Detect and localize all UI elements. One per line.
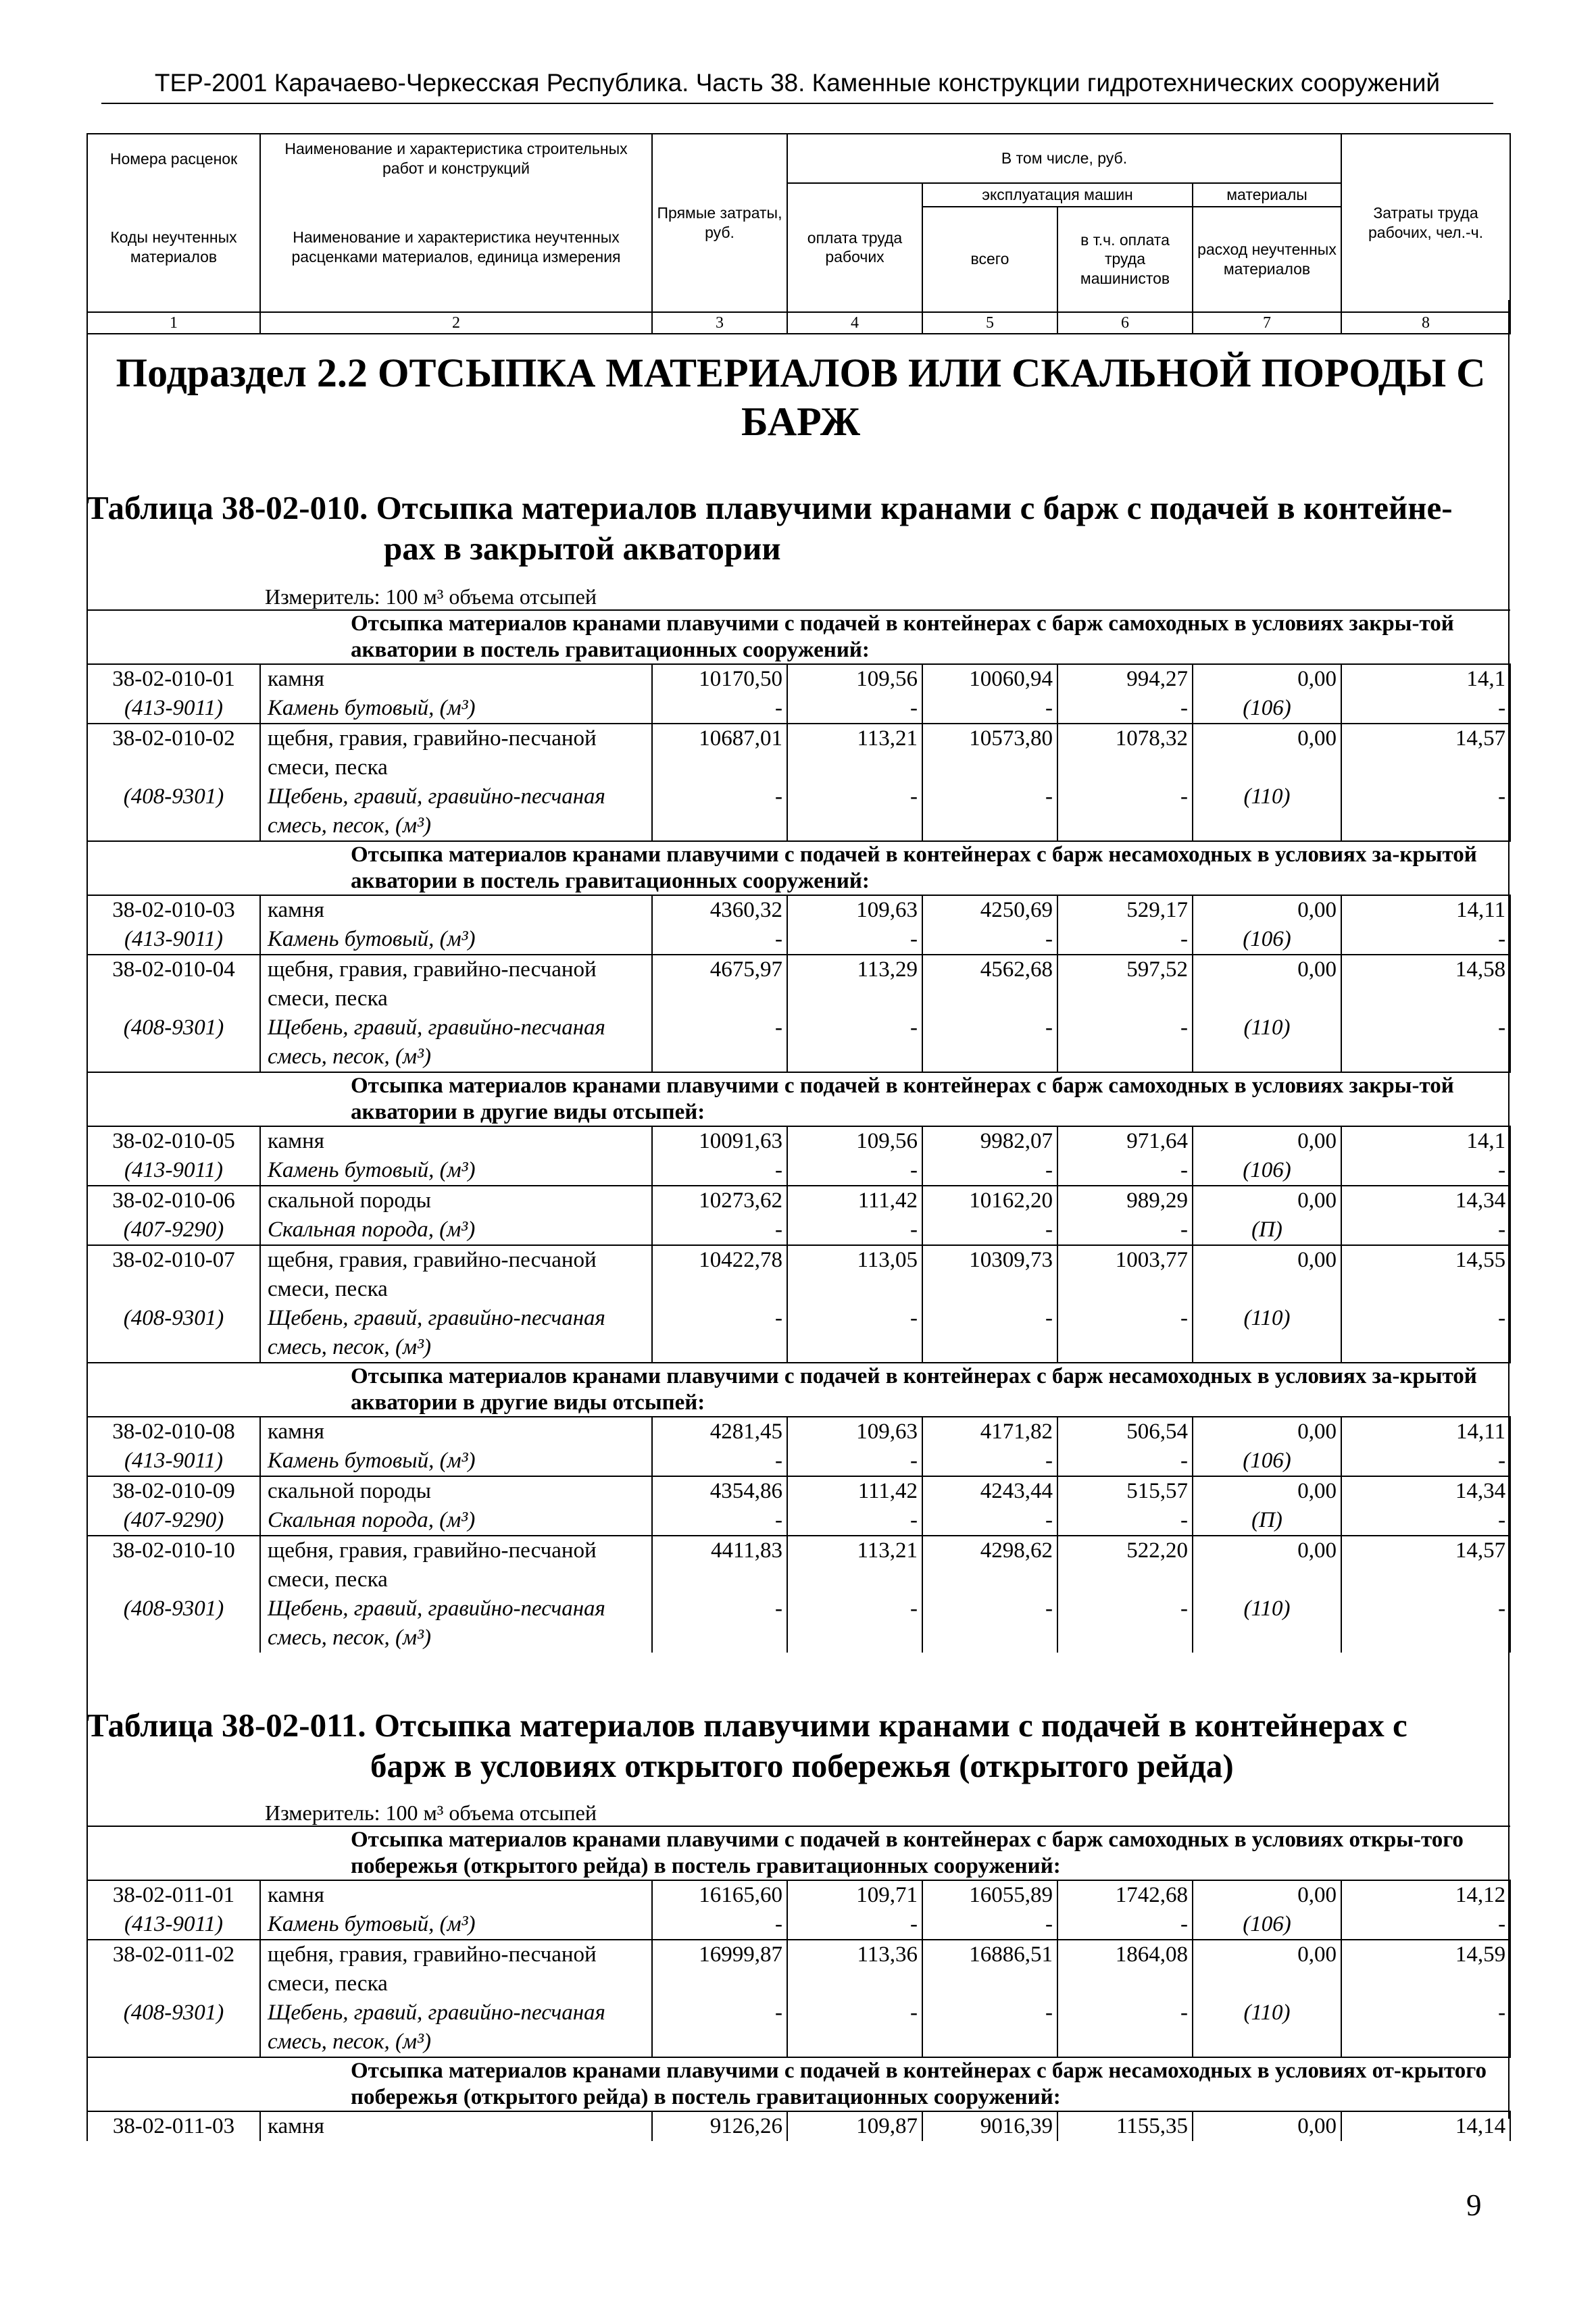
value-m7: (106) [1193,1156,1341,1186]
material-code: (408-9301) [87,1013,260,1072]
value-c7: 0,00 [1193,1880,1341,1910]
value-c6: 989,29 [1057,1186,1193,1215]
header-materials: материалы [1193,183,1341,207]
value-m5: - [922,1013,1057,1072]
value-m3: - [652,1910,787,1940]
value-m3: - [652,1013,787,1072]
material-code: (407-9290) [87,1215,260,1245]
value-m5: - [922,1304,1057,1363]
value-c3: 4281,45 [652,1417,787,1447]
table2-title-line1: Таблица 38-02-011. Отсыпка материалов плавучими кранами с подачей в контейнерах с [86,1707,1407,1744]
table2-title [86,1705,1512,1786]
work-name: камня [260,2111,652,2141]
value-c3: 9126,26 [652,2111,787,2141]
value-c7: 0,00 [1193,1245,1341,1304]
value-c7: 0,00 [1193,1476,1341,1506]
table-row [87,955,1510,1013]
header-col1-top: Номера расценок [87,134,260,183]
value-m5: - [922,1215,1057,1245]
material-name: Камень бутовый, (м³) [260,1156,652,1186]
value-c6: 1003,77 [1057,1245,1193,1304]
value-m6: - [1057,1156,1193,1186]
material-row [87,1998,1510,2057]
value-m8: - [1341,1594,1510,1653]
value-c6: 994,27 [1057,664,1193,694]
value-c5: 4243,44 [922,1476,1057,1506]
value-m7: (110) [1193,1304,1341,1363]
value-m5: - [922,1156,1057,1186]
table-row [87,2111,1510,2141]
value-m3: - [652,1156,787,1186]
work-name: скальной породы [260,1186,652,1215]
value-c4: 113,21 [787,724,922,782]
col-number: 5 [922,312,1057,334]
material-name: Щебень, гравий, гравийно-песчаная смесь, песок, (м³) [260,1304,652,1363]
work-name: щебня, гравия, гравийно-песчаной смеси, песка [260,955,652,1013]
value-m7: (110) [1193,782,1341,841]
value-c3: 4675,97 [652,955,787,1013]
value-m6: - [1057,1013,1193,1072]
value-m6: - [1057,694,1193,724]
material-code: (407-9290) [87,1506,260,1536]
value-c6: 515,57 [1057,1476,1193,1506]
value-c4: 109,87 [787,2111,922,2141]
table-row [87,1476,1510,1506]
value-m3: - [652,694,787,724]
value-c6: 506,54 [1057,1417,1193,1447]
value-m5: - [922,782,1057,841]
value-m8: - [1341,1998,1510,2057]
value-m3: - [652,1447,787,1476]
work-name: щебня, гравия, гравийно-песчаной смеси, песка [260,1940,652,1998]
page-number: 9 [1466,2188,1482,2222]
work-name: скальной породы [260,1476,652,1506]
table-row [87,724,1510,782]
material-code: (408-9301) [87,1998,260,2057]
header-col5: всего [922,207,1057,312]
material-code: (413-9011) [87,1156,260,1186]
material-name: Щебень, гравий, гравийно-песчаная смесь, песок, (м³) [260,1998,652,2057]
value-c6: 522,20 [1057,1536,1193,1594]
value-m7: (П) [1193,1506,1341,1536]
value-m8: - [1341,1304,1510,1363]
rate-code: 38-02-010-08 [87,1417,260,1447]
work-name: камня [260,664,652,694]
value-m5: - [922,1594,1057,1653]
rate-code: 38-02-010-04 [87,955,260,1013]
table1-meter: Измеритель: 100 м³ объема отсыпей [265,584,597,609]
header-machines: эксплуатация машин [922,183,1193,207]
value-c3: 10687,01 [652,724,787,782]
material-name: Щебень, гравий, гравийно-песчаная смесь, песок, (м³) [260,1594,652,1653]
value-m8: - [1341,925,1510,955]
value-c4: 113,05 [787,1245,922,1304]
col-number: 4 [787,312,922,334]
work-name: камня [260,895,652,925]
col-number: 2 [260,312,652,334]
value-m8: - [1341,1447,1510,1476]
value-c6: 529,17 [1057,895,1193,925]
value-c8: 14,11 [1341,1417,1510,1447]
header-col3: Прямые затраты, руб. [652,134,787,312]
material-name: Камень бутовый, (м³) [260,925,652,955]
value-m5: - [922,1998,1057,2057]
group-heading: Отсыпка материалов кранами плавучими с подачей в контейнерах с барж самоходных в условиях закры-той акватории в другие виды отсыпей: [87,1072,1510,1126]
material-code: (413-9011) [87,694,260,724]
header-col7: расход неучтенных материалов [1193,207,1341,312]
value-m3: - [652,1594,787,1653]
value-c3: 16165,60 [652,1880,787,1910]
col-number: 6 [1057,312,1193,334]
value-m3: - [652,925,787,955]
value-c4: 109,63 [787,895,922,925]
material-row [87,1910,1510,1940]
value-m5: - [922,1506,1057,1536]
rate-code: 38-02-010-10 [87,1536,260,1594]
material-row [87,1304,1510,1363]
work-name: щебня, гравия, гравийно-песчаной смеси, песка [260,1536,652,1594]
value-c7: 0,00 [1193,1417,1341,1447]
material-name: Щебень, гравий, гравийно-песчаная смесь, песок, (м³) [260,1013,652,1072]
value-c7: 0,00 [1193,724,1341,782]
table-row [87,1245,1510,1304]
rate-code: 38-02-010-09 [87,1476,260,1506]
value-m7: (106) [1193,925,1341,955]
value-m5: - [922,694,1057,724]
value-c8: 14,55 [1341,1245,1510,1304]
value-c8: 14,1 [1341,664,1510,694]
value-m7: (110) [1193,1594,1341,1653]
value-c7: 0,00 [1193,1536,1341,1594]
value-m6: - [1057,1447,1193,1476]
value-m3: - [652,1215,787,1245]
value-c6: 1864,08 [1057,1940,1193,1998]
value-m4: - [787,1013,922,1072]
value-m7: (110) [1193,1013,1341,1072]
value-c8: 14,14 [1341,2111,1510,2141]
material-row [87,782,1510,841]
value-m5: - [922,925,1057,955]
material-name: Камень бутовый, (м³) [260,1447,652,1476]
value-c3: 10273,62 [652,1186,787,1215]
material-row [87,1013,1510,1072]
material-name: Камень бутовый, (м³) [260,694,652,724]
value-c5: 10162,20 [922,1186,1057,1215]
rate-code: 38-02-011-01 [87,1880,260,1910]
work-name: щебня, гравия, гравийно-песчаной смеси, песка [260,1245,652,1304]
value-m6: - [1057,1215,1193,1245]
value-m4: - [787,1156,922,1186]
work-name: камня [260,1417,652,1447]
material-code: (413-9011) [87,1447,260,1476]
material-code: (413-9011) [87,925,260,955]
value-m4: - [787,1304,922,1363]
table1-title-line1: Таблица 38-02-010. Отсыпка материалов плавучими кранами с барж с подачей в контейне- [86,489,1453,526]
work-name: щебня, гравия, гравийно-песчаной смеси, песка [260,724,652,782]
table2-body [86,1826,1511,2141]
value-m6: - [1057,782,1193,841]
value-c8: 14,57 [1341,724,1510,782]
value-c6: 1742,68 [1057,1880,1193,1910]
group-heading: Отсыпка материалов кранами плавучими с подачей в контейнерах с барж несамоходных в условиях от-крытого побережья (открытого рейда) в постель гравитационных сооружений: [87,2057,1510,2111]
value-m5: - [922,1447,1057,1476]
value-m6: - [1057,1910,1193,1940]
value-c4: 109,56 [787,1126,922,1156]
material-row [87,1156,1510,1186]
rate-code: 38-02-010-01 [87,664,260,694]
value-c8: 14,34 [1341,1476,1510,1506]
header-col1-bottom: Коды неучтенных материалов [87,183,260,312]
material-row [87,1215,1510,1245]
value-c3: 4354,86 [652,1476,787,1506]
value-m7: (106) [1193,1910,1341,1940]
material-row [87,1447,1510,1476]
value-c5: 16055,89 [922,1880,1057,1910]
value-c4: 109,71 [787,1880,922,1910]
material-row [87,694,1510,724]
value-m4: - [787,1594,922,1653]
header-col6: в т.ч. оплата труда машинистов [1057,207,1193,312]
value-m8: - [1341,1156,1510,1186]
table2-title-line2: барж в условиях открытого побережья (открытого рейда) [370,1747,1234,1784]
value-c7: 0,00 [1193,1126,1341,1156]
value-m8: - [1341,782,1510,841]
header-col8: Затраты труда рабочих, чел.-ч. [1341,134,1510,312]
value-c4: 111,42 [787,1186,922,1215]
value-c5: 10573,80 [922,724,1057,782]
table1-body [86,609,1511,1653]
col-number: 8 [1341,312,1510,334]
material-code: (408-9301) [87,782,260,841]
value-m4: - [787,782,922,841]
value-c5: 9982,07 [922,1126,1057,1156]
rate-code: 38-02-010-02 [87,724,260,782]
value-m7: (106) [1193,694,1341,724]
material-row [87,925,1510,955]
table-row [87,1880,1510,1910]
value-m4: - [787,925,922,955]
value-c3: 4360,32 [652,895,787,925]
value-m6: - [1057,1998,1193,2057]
subsection-title: Подраздел 2.2 ОТСЫПКА МАТЕРИАЛОВ ИЛИ СКАЛЬНОЙ ПОРОДЫ С БАРЖ [116,351,1486,444]
value-c7: 0,00 [1193,895,1341,925]
value-c5: 4250,69 [922,895,1057,925]
table-row [87,1940,1510,1998]
value-c5: 10309,73 [922,1245,1057,1304]
value-m4: - [787,1447,922,1476]
value-c8: 14,58 [1341,955,1510,1013]
group-heading: Отсыпка материалов кранами плавучими с подачей в контейнерах с барж несамоходных в условиях за-крытой акватории в другие виды отсыпей: [87,1363,1510,1417]
value-m8: - [1341,1013,1510,1072]
value-m6: - [1057,1304,1193,1363]
value-c5: 4562,68 [922,955,1057,1013]
value-m7: (П) [1193,1215,1341,1245]
value-m8: - [1341,1910,1510,1940]
value-c4: 113,36 [787,1940,922,1998]
value-c4: 111,42 [787,1476,922,1506]
value-c5: 16886,51 [922,1940,1057,1998]
value-c5: 9016,39 [922,2111,1057,2141]
col-number: 7 [1193,312,1341,334]
value-c8: 14,59 [1341,1940,1510,1998]
value-c7: 0,00 [1193,955,1341,1013]
table1-title-line2: рах в закрытой акватории [384,530,781,567]
table-row [87,895,1510,925]
value-m3: - [652,782,787,841]
value-m6: - [1057,1506,1193,1536]
value-m3: - [652,1304,787,1363]
table1-title [86,488,1512,569]
value-c5: 10060,94 [922,664,1057,694]
value-m8: - [1341,694,1510,724]
value-m4: - [787,694,922,724]
value-c6: 1078,32 [1057,724,1193,782]
header-col2-bottom: Наименование и характеристика неучтенных расценками материалов, единица измерения [260,183,652,312]
rate-code: 38-02-010-06 [87,1186,260,1215]
material-code: (408-9301) [87,1304,260,1363]
value-c7: 0,00 [1193,664,1341,694]
value-c8: 14,12 [1341,1880,1510,1910]
material-name: Скальная порода, (м³) [260,1506,652,1536]
value-m4: - [787,1506,922,1536]
table-row [87,1536,1510,1594]
value-c5: 4171,82 [922,1417,1057,1447]
value-c3: 10170,50 [652,664,787,694]
material-code: (413-9011) [87,1910,260,1940]
value-c5: 4298,62 [922,1536,1057,1594]
work-name: камня [260,1880,652,1910]
value-c8: 14,34 [1341,1186,1510,1215]
value-c8: 14,11 [1341,895,1510,925]
value-c8: 14,1 [1341,1126,1510,1156]
value-m6: - [1057,1594,1193,1653]
table2-meter: Измеритель: 100 м³ объема отсыпей [265,1801,597,1825]
group-heading: Отсыпка материалов кранами плавучими с подачей в контейнерах с барж несамоходных в условиях за-крытой акватории в постель гравитационных сооружений: [87,841,1510,895]
value-m3: - [652,1998,787,2057]
material-row [87,1594,1510,1653]
table-row [87,1417,1510,1447]
value-m4: - [787,1215,922,1245]
value-c4: 109,56 [787,664,922,694]
material-row [87,1506,1510,1536]
header-including: В том числе, руб. [787,134,1341,183]
value-m4: - [787,1998,922,2057]
material-name: Камень бутовый, (м³) [260,1910,652,1940]
value-m3: - [652,1506,787,1536]
header-col2-top: Наименование и характеристика строительных работ и конструкций [260,134,652,183]
value-c7: 0,00 [1193,1186,1341,1215]
material-code: (408-9301) [87,1594,260,1653]
value-c7: 0,00 [1193,2111,1341,2141]
value-c3: 10422,78 [652,1245,787,1304]
table-row [87,1126,1510,1156]
col-number: 1 [87,312,260,334]
group-heading: Отсыпка материалов кранами плавучими с подачей в контейнерах с барж самоходных в условиях откры-того побережья (открытого рейда) в постель гравитационных сооружений: [87,1826,1510,1880]
value-m4: - [787,1910,922,1940]
value-c4: 109,63 [787,1417,922,1447]
value-c8: 14,57 [1341,1536,1510,1594]
material-name: Скальная порода, (м³) [260,1215,652,1245]
value-c7: 0,00 [1193,1940,1341,1998]
value-c3: 10091,63 [652,1126,787,1156]
table-row [87,664,1510,694]
value-c3: 16999,87 [652,1940,787,1998]
header-col4: оплата труда рабочих [787,183,922,312]
value-m7: (106) [1193,1447,1341,1476]
value-m6: - [1057,925,1193,955]
group-heading: Отсыпка материалов кранами плавучими с подачей в контейнерах с барж самоходных в условиях закры-той акватории в постель гравитационных сооружений: [87,610,1510,664]
value-c6: 1155,35 [1057,2111,1193,2141]
value-c4: 113,29 [787,955,922,1013]
rate-code: 38-02-010-03 [87,895,260,925]
rate-code: 38-02-010-05 [87,1126,260,1156]
value-c6: 597,52 [1057,955,1193,1013]
col-number: 3 [652,312,787,334]
rate-code: 38-02-011-02 [87,1940,260,1998]
value-m8: - [1341,1506,1510,1536]
rate-code: 38-02-011-03 [87,2111,260,2141]
value-c4: 113,21 [787,1536,922,1594]
value-c6: 971,64 [1057,1126,1193,1156]
value-m7: (110) [1193,1998,1341,2057]
value-c3: 4411,83 [652,1536,787,1594]
value-m5: - [922,1910,1057,1940]
rate-code: 38-02-010-07 [87,1245,260,1304]
material-name: Щебень, гравий, гравийно-песчаная смесь, песок, (м³) [260,782,652,841]
running-header: ТЕР-2001 Карачаево-Черкесская Республика. Часть 38. Каменные конструкции гидротехнических сооружений [101,69,1493,104]
table-row [87,1186,1510,1215]
value-m8: - [1341,1215,1510,1245]
work-name: камня [260,1126,652,1156]
